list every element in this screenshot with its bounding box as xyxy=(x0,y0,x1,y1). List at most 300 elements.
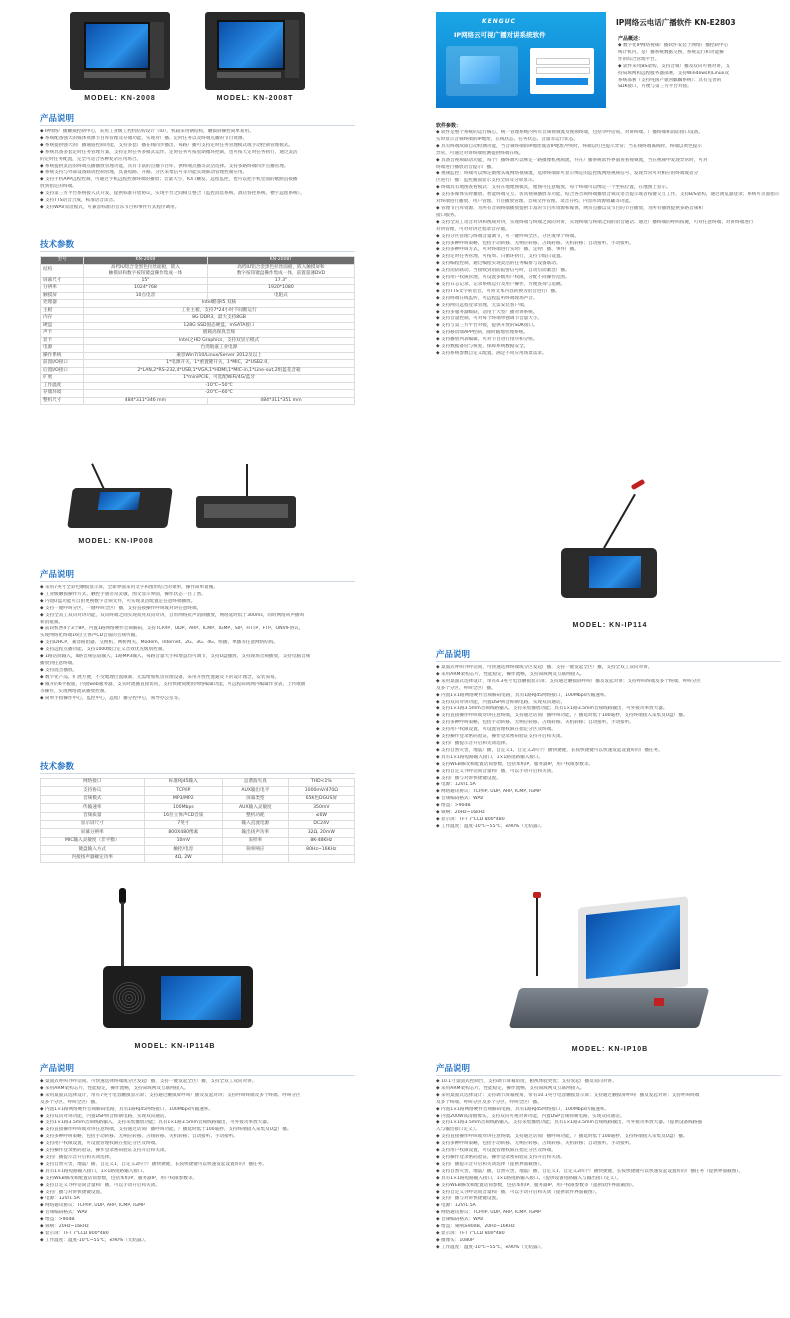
table-row xyxy=(41,315,355,323)
list-item: ◆ 支持WEB修改和配置话筒参数，包括本机IP，服务器IP，用户权限参数等。 xyxy=(436,761,594,767)
table-cell: 工作温度 xyxy=(41,382,84,390)
list-item: ◆ 支持多种呼叫策略，包括手动转移、无响应转移、占线转移、关机转移；自动接听、手动接听。 xyxy=(436,720,634,726)
table-cell: 1920*1080 xyxy=(207,285,354,293)
table-cell: -20℃~60℃ xyxy=(84,390,355,398)
list-item: ◆ 采用桌面式选择设计；支持调节屏幕视角，带有10.1英寸电容触摸显示屏；支持通过触摸屏呼叫广播及发起对讲；支持呼叫终端 xyxy=(436,1092,700,1098)
model-kn-ip008: MODEL: KN-IP008 xyxy=(78,538,154,545)
software-title: IP网络云电话广播软件 KN-E2803 xyxy=(616,18,736,27)
list-item: ◆ 增益：>90dB xyxy=(40,1217,75,1223)
list-item: 实现网络化终端16位立体声CD音质的音频传输。 xyxy=(40,633,140,639)
list-item: ◆ 支持广播与对讲快捷键设置。 xyxy=(40,1189,105,1195)
list-item: 实时显示音频终端的IP地址、在线状态、任务状态、音量等运行状态。 xyxy=(436,136,578,142)
list-item: ◆ 支持全双工双向对讲功能，双向终端之间实现高亮双向对讲，自带网络抗声消除播放，网络延时低于300ms，同时网络回声播叫 xyxy=(40,612,305,618)
list-item: 及多个终端、呼叫分区及多个分区、呼叫全区广播。 xyxy=(436,1099,542,1105)
table-cell xyxy=(223,854,288,862)
ip10b-screen-frame xyxy=(578,896,688,998)
spec-title: 技术参数 xyxy=(40,240,75,250)
ip114-mic-stem xyxy=(603,494,636,549)
list-item: 及多个分区、呼叫全区广播。 xyxy=(40,1099,100,1105)
list-item: ◆ 内置1×1路网络硬件音频解码电路，具有1路RJ45网络接口，100Mbps传输速率。 xyxy=(436,692,609,698)
list-item: ◆ 支持手机APP远程控制，可通过手机远程控制终端的播放；音量大小，IO口触发、远程监控，也可以把手机里面的歌曲直接播 xyxy=(40,177,298,183)
table-cell: 128G SSD固态硬盘，mSATA接口 xyxy=(84,322,355,330)
list-item: ◆ 采用桌面式选择设计，带有7英寸电容触摸显示屏；支持通过触摸屏呼叫广播及发起对讲；支持呼叫终端及多个终端、呼叫分区 xyxy=(40,1092,301,1098)
list-item: ◆ 网络通讯协议：TCP/IP, UDP, ARP, ICMP, IGMP xyxy=(40,1203,145,1209)
list-item: ◆ 支持用户权限设置，可设置管理权限在指定分区及终端。 xyxy=(436,1148,556,1154)
list-item: ◆ 具有1×1路短路输入接口，1×1路短路输入接口。（提供设备短路输入与输出接口定义）。 xyxy=(436,1175,622,1181)
list-item: ◆ 支持系统参数自定义配置，满足不同应用场景需求。 xyxy=(436,351,547,356)
list-item: ◆ IP网络广播触摸控制中心，采用工业级工控机结构设计（IU），机箱采用钢结构，触摸屏操控简单易用。 xyxy=(40,129,254,134)
table-cell: 屏幕分辨率 xyxy=(41,829,145,837)
ip10b-mic-stem xyxy=(536,896,538,976)
list-item: ◆ 支持多种呼叫策略，包括手动转移、无响应转移、占线转移、关机转移；自动接听、手动接听。 xyxy=(40,1134,238,1140)
table-cell: 10点电容 xyxy=(84,292,208,300)
list-item: ◆ 频响：20Hz~16kHz xyxy=(436,810,485,816)
ip008-spec-section xyxy=(40,760,355,863)
table-cell: 7英寸 xyxy=(144,820,223,828)
table-row xyxy=(41,390,355,398)
ip10b-desc-title: 产品说明 xyxy=(436,1064,471,1074)
list-item: ◆ 采用7英寸全彩色触摸显示屏，全新界面采用文字和图形结合的菜单，操作简单易懂。 xyxy=(40,585,218,590)
table-row xyxy=(41,352,355,360)
list-item: ◆ 管理节目库资源，为所有音频终端播放提供丰富的节目库资源和媒体，网页点播以及节目的节目播放，为所有播放提供多路音频和 xyxy=(436,205,703,211)
ip114b-screen xyxy=(161,976,241,1020)
list-item: 入与输出接口定义）。 xyxy=(436,1127,480,1133)
table-cell: 分辨率 xyxy=(41,285,84,293)
ip114b-desc-title: 产品说明 xyxy=(40,1064,75,1074)
table-cell: 采样率 xyxy=(223,837,288,845)
kn-ip114-image xyxy=(555,478,665,608)
list-item: ◆ 支持直接操作呼叫或对讲任意终端，支持通过话筒广播呼叫功能，广播延时低于100毫秒，支持终端接入采集及U盘广播。 xyxy=(40,1127,292,1133)
table-cell: 整机尺寸 xyxy=(41,397,84,405)
list-item: ◆ 音频编码格式：WAV xyxy=(436,796,484,802)
list-item: ◆ 电源：12V/1.5A xyxy=(40,1196,80,1202)
table-cell: 声卡 xyxy=(41,330,84,338)
kn2008t-keypad xyxy=(285,20,299,78)
table-row xyxy=(41,367,355,375)
ip008-desc-section xyxy=(40,568,355,702)
table-row xyxy=(41,787,355,795)
table-cell: 484*311*351 mm xyxy=(207,397,354,405)
list-item: ◆ 工业级触摸操作方式，触控手感非常灵敏，图文显示界面，操作状态一目了然。 xyxy=(40,591,206,597)
list-item: ◆ 支持双向对讲功能，内置DSP回音抑制电路，实现双向通话。 xyxy=(436,699,566,705)
table-cell: 支持协议 xyxy=(41,787,145,795)
kn2008-bottom-strip xyxy=(84,72,146,78)
table-cell: 显示屏尺寸 xyxy=(41,820,145,828)
list-item: ◆ 支持操作登录密码验证，操作登录密码验证支持开启和关闭。 xyxy=(436,1154,566,1160)
table-row xyxy=(41,846,355,854)
list-item: ◆ 具有1×1路短路输入接口，1×1路短路输入接口。 xyxy=(40,1168,148,1174)
section-divider xyxy=(40,125,355,126)
table-cell: 操作系统 xyxy=(41,352,84,360)
table-cell: 8G DDR3，最大支持8GB xyxy=(84,315,355,323)
list-item: ◆ 支持日志记录，记录系统运行及用户操作，方便查询与追溯。 xyxy=(436,281,566,287)
table-cell: 后置I/O接口 xyxy=(41,367,84,375)
table-row xyxy=(41,382,355,390)
ip10b-base xyxy=(509,988,710,1028)
banner-title: IP网络云可视广播对讲系统软件 xyxy=(454,31,546,39)
table-row xyxy=(41,345,355,353)
ip10b-red-button xyxy=(654,998,664,1006)
list-item: ◆ 数字化产品，扩展方便，不受地理位置限制，无需增加机房管理设备，采用开放性流通及下的设计理念，安装简易。 xyxy=(40,674,280,680)
list-item: ◆ 内置200W高清摄像头，支持双向可视对讲功能，内置DSP音频抑制电路，实现双向通话。 xyxy=(436,1113,625,1119)
list-item: ◆ 摄像头：1080P xyxy=(436,1237,474,1243)
list-item: 对讲管理，可对对讲过程录音存储。 xyxy=(436,226,510,232)
list-item: ◆ 内置U盘功能可自由更换数字音频文件，可实现灵活配置定任意终端播放。 xyxy=(40,598,196,604)
table-cell: 网络接口 xyxy=(41,779,145,787)
list-item: ◆ 支持多服务器级联，适用于大型广播对讲系统。 xyxy=(436,309,538,315)
spec-table xyxy=(40,256,355,405)
table-row xyxy=(41,820,355,828)
spec-section xyxy=(40,238,355,405)
list-item: ◆ 系统配备强大的媒体资源节目库管理及存储功能，实现对广播、定时任务以及终端点播的节目资源。 xyxy=(40,135,248,141)
list-item: ◆ 音频编码格式：WAV xyxy=(436,1217,484,1223)
list-item: ◆ 支持多媒体实时播放、智能终端交互、仿真视频播放等功能，结合各音频终端播放音频及语音提示或者按键交互工作，支持B/S架构，通过浏览器登录；系统可页面指示 xyxy=(436,192,780,198)
table-cell: 1000mV/470Ω xyxy=(288,787,354,795)
table-cell: 2*LAN,2*RS-232,4*USB,1*VGA,1*HDMI,1*MIC-in,1*Line-out,2组蓝花音箱 xyxy=(84,367,355,375)
ip10b-desc-list xyxy=(436,1079,781,1252)
table-cell: 键盘输入方式 xyxy=(41,846,145,854)
list-item: ◆ 网络通讯协议：TCP/IP, UDP, ARP, ICMP, IGMP xyxy=(436,1210,541,1216)
table-cell: 高档IU铝合金黑色拉丝面板，嵌入触摸屏和 数字按钮键盘操作集成一体，前置超薄DVD xyxy=(207,264,354,277)
list-item: ◆ 支持第三方平台系统接入式开发，提供标准开放协议，实现平台之间相互整合（监控消息系统、酒店客控系统、楼宇远程系统）。 xyxy=(40,191,305,197)
table-cell xyxy=(288,854,354,862)
list-item: 的定时任务配置，完全可适合各种复杂应用场合。 xyxy=(40,156,142,162)
table-cell: 17.3" xyxy=(207,277,354,285)
table-cell: 兼容Win7/10/Linux/Server 2012及以上 xyxy=(84,352,355,360)
table-row xyxy=(41,292,355,300)
kn2008-keypad xyxy=(150,22,164,78)
list-item: ◆ 支持TTS语音合成，标准语音读音。 xyxy=(40,198,118,204)
list-item: 及多个分区、呼叫全区广播。 xyxy=(436,685,496,691)
list-item: ◆ 内置1×1路网络硬件音频解码电路，具有1路RJ45网络接口，100Mbps传输速率。 xyxy=(436,1106,609,1112)
ip114-desc-title: 产品说明 xyxy=(436,650,471,660)
table-row xyxy=(41,330,355,338)
ip008-spec-title: 技术参数 xyxy=(40,762,75,772)
list-item: ◆ 支持WEB修改和配置话筒参数，包括本机IP，服务器IP，用户权限参数等（提供软件界面截图）。 xyxy=(436,1182,637,1188)
table-cell: THD<1% xyxy=(288,779,354,787)
list-item: ◆ 支持WAV双语模式，可兼容标准的音乐节目和事件方式程序调用。 xyxy=(40,204,180,210)
kn-ip114b-image xyxy=(95,880,255,1040)
list-item: ◆ 采用ARM架构芯片，性能稳定，操作流畅，支持简域网及互联网接入。 xyxy=(436,671,585,677)
list-item: ◆ 前段机匣4个3个8P，内置1路网络硬件音频解码，支持TCP/IP、UDP、ARP、ICMP、IGMP、SIP、HTTP、FTP、ONVIF协议， xyxy=(40,626,304,632)
ip114-desc-list xyxy=(436,665,781,831)
list-item: ◆ 支持一键呼叫分区，一键呼叫全区广播，支持直接操作呼叫或对讲任意终端。 xyxy=(40,605,202,611)
list-item: ◆ 采用ARM架构芯片，性能稳定，操作流畅，支持简域网及互联网接入。 xyxy=(436,1085,585,1091)
list-item: 对终端进行播放、用户管理、节目播放管理、音频文件管理、录音存档、内容库资源收藏等功能。 xyxy=(436,199,634,205)
list-item: SDK接口，方便与第三方平台对接。 xyxy=(618,84,692,90)
model-kn-ip114: MODEL: KN-IP114 xyxy=(572,622,648,629)
list-item: ◆ 显示屏：TFT 7"LCD 800*480 xyxy=(40,1230,109,1236)
section-divider xyxy=(40,251,355,252)
section-divider xyxy=(436,661,781,662)
table-cell: -10℃~50℃ xyxy=(84,382,355,390)
table-cell: 扩展 xyxy=(41,375,84,383)
list-item: ◆ 简单手指操作中心，监控中心，远程广播分控中心，领导办公室等。 xyxy=(40,695,183,701)
list-item: ◆ 支持1×1路3.5mm音频线路输入，支持采集播放功能；具有1×1路3.5mm音频线路输出，可外接功率放大器。 xyxy=(40,1120,272,1126)
product-desc-list xyxy=(40,129,355,212)
table-row xyxy=(41,375,355,383)
list-item: ◆ 支持直接操作呼叫或对讲任意终端，支持通过话筒广播呼叫功能，广播延时低于100毫秒，支持终端接入采集及U盘广播。 xyxy=(436,1134,688,1140)
table-row xyxy=(41,360,355,368)
table-cell: 触控/电容 xyxy=(144,846,223,854)
list-item: ◆ 视频监控：终端可以绑定摄像头或网络视频流，选择终端即可显示绑定的监控或网络视频信号，发现异常可对相应的终端或者分 xyxy=(436,171,699,177)
list-item: ◆ 音频编码格式：WAV xyxy=(40,1210,88,1216)
table-row xyxy=(41,264,355,277)
ip008-desc-title: 产品说明 xyxy=(40,570,75,580)
list-item: ◆ 支持TTS文字转语音，可将文本内容转换为语音进行广播。 xyxy=(436,288,560,294)
list-item: ◆ 频响：20Hz~16kHz xyxy=(40,1224,89,1230)
table-cell: AUX输入灵敏度 xyxy=(223,804,288,812)
ip10b-mic-tip xyxy=(533,892,541,898)
list-item: ◆ 网络通讯协议：TCP/IP, UDP, ARP, ICMP, IGMP xyxy=(436,789,541,795)
ip008-rear-ports xyxy=(204,504,288,518)
kn2008t-screen xyxy=(217,20,285,70)
login-field-pass xyxy=(536,67,590,74)
table-cell: 800X480像素 xyxy=(144,829,223,837)
table-cell: 工业主板，支持7*24小时不间断运行 xyxy=(84,307,355,315)
table-cell: 频率响应 xyxy=(223,846,288,854)
list-item: 终端进行播放语音提示广播。 xyxy=(436,164,496,170)
table-row xyxy=(41,277,355,285)
model-kn-ip114b: MODEL: KN-IP114B xyxy=(134,1043,216,1050)
table-cell: 4Ω, 2W xyxy=(144,854,223,862)
table-cell: 输入直流电源 xyxy=(223,820,288,828)
list-item: ◆ 具备音视频联动功能，每个广播终端可以绑定一路摄像机视频流，并在广播系统软件界面查看视频流，当在视频中发现异常时，可对 xyxy=(436,157,708,163)
table-cell: 台湾航嘉工业电源 xyxy=(84,345,355,353)
table-row xyxy=(41,397,355,405)
table-row xyxy=(41,285,355,293)
table-cell: 传输速率 xyxy=(41,804,145,812)
list-item: ◆ 系统提供强大的广播通道控制功能，支持多套广播在线同步播出，每路广播可支持定时任务管理模式或手动控制管理模式。 xyxy=(40,142,294,148)
table-cell: 1*电源开关，1*重置键开关，1*MIC，2*USB2.0， xyxy=(84,360,355,368)
table-cell: 屏幕类型 xyxy=(223,795,288,803)
list-item: ◆ 增益：>90dB xyxy=(436,803,471,809)
table-cell: 16位立体声CD音质 xyxy=(144,812,223,820)
table-cell: 音频模式 xyxy=(41,795,145,803)
login-button xyxy=(536,78,588,85)
table-header-cell: KN-2008 xyxy=(84,257,208,265)
list-item: ◆ 内置1×1路网络硬件音频解码电路，具有1路RJ45网络接口，100Mbps传输速率。 xyxy=(40,1106,213,1112)
section-divider xyxy=(436,1075,781,1076)
ip114-screen xyxy=(589,556,641,588)
list-item: ◆ 采用桌面式选择设计，带有4.3英寸电容触摸显示屏；支持通过触摸屏呼叫广播及发起对讲；支持呼叫终端及多个终端、呼叫分区 xyxy=(436,678,701,684)
banner-logo: KENGUC xyxy=(482,18,516,25)
kn-ip008-image xyxy=(66,458,306,538)
table-cell: 存储环境 xyxy=(41,390,84,398)
list-item: ◆ 敞开的6平板面，内置web服务器，支实时流播直接访问，支持快捷筒便的网络编辑功能，可远程局域网内编辑作业表，上传歌曲 xyxy=(40,681,306,687)
table-cell: 前置I/O接口 xyxy=(41,360,84,368)
table-cell: AUX输出电平 xyxy=(223,787,288,795)
table-cell: TCP/IP xyxy=(144,787,223,795)
table-row xyxy=(41,307,355,315)
table-row xyxy=(41,854,355,862)
list-item: ◆ 支持远程点播功能，支持1000级自定义音效优先级别控制。 xyxy=(40,647,167,653)
list-item: ◆ 支持定时任务管理，可按周、日循环执行，支持节假日设置。 xyxy=(436,254,566,260)
list-item: 和消抵制。 xyxy=(40,619,63,625)
table-row xyxy=(41,804,355,812)
product-desc-section xyxy=(40,112,355,212)
table-cell: 15" xyxy=(84,277,208,285)
section-divider xyxy=(40,1075,355,1076)
list-item: 播放到任意终端。 xyxy=(40,660,77,666)
list-item: ◆ 支持WEB修改和配置话筒参数，包括本机IP，服务器IP，用户权限参数等。 xyxy=(40,1175,198,1181)
section-divider xyxy=(40,581,355,582)
table-cell: 1024*768 xyxy=(84,285,208,293)
table-cell: 484*311*346 mm xyxy=(84,397,208,405)
list-item: ◆ 支持多种呼叫策略，包括手动转移、无响应转移、占线转移、关机转移；自动接听、手动接听。 xyxy=(436,1141,634,1147)
list-item: ◆ 支持广播与对讲快捷键设置。 xyxy=(436,775,501,781)
ip008-spec-table xyxy=(40,778,355,863)
table-cell: 触摸屏 xyxy=(41,292,84,300)
list-item: ◆ 显示屏：TFT 7"LCD 800*480 xyxy=(436,1230,505,1236)
list-item: ◆ 支持1×1路3.5mm音频线路输入，支持采集播放功能；具有1×1路3.5mm音频线路输出，可外接功率放大器。 xyxy=(436,706,668,712)
ip10b-desc-section xyxy=(436,1062,781,1252)
list-item: 异常，可通过对讲终端检测提供终端在线。 xyxy=(436,150,524,156)
list-item: ◆ 支持自然灾害，地震广播，自定义1，自定义2四个广播快捷键，长按快捷键可以快速发起设置好的广播任务。 xyxy=(436,747,663,753)
model-kn-ip10b: MODEL: KN-IP10B xyxy=(571,1046,649,1053)
list-item: ◆ 支持自然灾害，地震广播，自然灾害，地震广播，自定义1，自定义2四个广播快捷键，长按快捷键可以快速发起设置好的广播任务（提供界面截图）。 xyxy=(436,1168,744,1174)
table-row xyxy=(41,795,355,803)
ip008-console-2 xyxy=(196,496,296,528)
list-item: ◆ 支持终端在线监听，可远程监听终端现场声音。 xyxy=(436,295,538,301)
list-item: ◆ 软件采用BS架构，支持音频广播及双向可视对讲，支 xyxy=(618,63,731,69)
list-item: ◆ 工作温度：温度-10℃~55℃，≤90%（无结露）。 xyxy=(40,1237,149,1243)
login-field-user xyxy=(536,58,590,65)
table-row xyxy=(41,812,355,820)
table-cell: 内存 xyxy=(41,315,84,323)
table-cell: 80Hz~16KHz xyxy=(288,846,354,854)
ip008-console-1 xyxy=(67,488,173,528)
table-row xyxy=(41,300,355,308)
model-kn2008t: MODEL: KN-2008T xyxy=(216,95,294,102)
banner-illustration xyxy=(460,56,500,84)
list-item: ◆ 1路话筒输入，4路音频信道输入，1路MP3输入，每路音量大小和增益均可调节，支持U盘播放，支持现场音频播放，支持电脑音频 xyxy=(40,654,311,660)
list-item: ◆ 软件是整个系统的运行核心，统一管理系统内所有音频视频流及视频终端，包括寻呼话筒、对讲终端、广播终端和消防接口设备。 xyxy=(436,130,703,135)
list-item: ◆ 支持DHCP，兼容路由器、交换机、网桥网关、Modem、Internet、2G、3G、4G、组播、单播等任意网络结构。 xyxy=(40,640,279,646)
ip008-desc-list xyxy=(40,585,355,702)
list-item: ◆ 支持多种呼叫方式，可对终端进行实时广播、定时广播、事件广播。 xyxy=(436,247,579,253)
list-item: 统计机内，是广播系统数据交换，系统运行和功能操 xyxy=(618,49,724,55)
ip114-base xyxy=(561,548,657,598)
list-item: ◆ 支持双向对讲功能，内置DSP回音抑制电路，实现双向通话。 xyxy=(40,1113,170,1119)
list-item: ◆ 支持广播提示音开启和关闭选择。 xyxy=(436,740,510,746)
list-item: 等操作，实现网络流试播放控制。 xyxy=(40,688,109,694)
list-item: ◆ 支持编程控制，通过编程实现灵活的任务编排与设备联动。 xyxy=(436,261,561,267)
table-cell: 65K色DGUS屏 xyxy=(288,795,354,803)
banner-login-box xyxy=(530,48,594,94)
section-divider xyxy=(40,773,355,774)
table-cell: 电源 xyxy=(41,345,84,353)
table-row xyxy=(41,837,355,845)
table-cell: 标准RJ45输入 xyxy=(144,779,223,787)
table-header-cell: KN-2008T xyxy=(207,257,354,265)
ip008-mic-2 xyxy=(246,464,248,498)
list-item: ◆ 显示屏：TFT 7"LCD 800*480 xyxy=(436,816,505,822)
table-cell: MP3/MP2 xyxy=(144,795,223,803)
list-item: ◆ 支持自定义寻呼话筒音量和广播，可以手动开启和关闭（提供软件界面截图）。 xyxy=(436,1189,600,1195)
table-cell: 板载高保真音频 xyxy=(84,330,355,338)
table-cell: 内接扬声器额定功率 xyxy=(41,854,145,862)
list-item: 区进行广播：监控画面显示支持全屏及分屏显示。 xyxy=(436,178,538,184)
list-item: ◆ 支持广播提示音开启和关闭选择。 xyxy=(40,1154,114,1160)
list-item: ◆ 支持全双工语音对讲和视频对讲，实现终端与终端之间的对讲，实现终端与终端之间的语音通话；通过广播终端的呼叫按键，可对任意终端、对讲终端进行 xyxy=(436,219,754,225)
list-item: ◆ 工作温度：温度-10℃~55℃，≤90%（无结露）。 xyxy=(436,1244,545,1250)
list-item: ◆ 支持多种呼叫策略，包括手动转移、无响应转移、占线转移、关机转移；自动接听、手动接听。 xyxy=(436,240,634,246)
table-cell: 32Ω, 20mW xyxy=(288,829,354,837)
table-row xyxy=(41,779,355,787)
table-cell: 1*miniPCIE，可选配WiFi/4G/蓝牙 xyxy=(84,375,355,383)
list-item: ◆ 终端具有地图查看模式：支持在地地图模式，地图可任意缩放，每个终端可以绑定一个坐标位置，在地图上显示。 xyxy=(436,185,671,191)
table-cell: Intel之HD Graphics，支持双显示模式 xyxy=(84,337,355,345)
list-item: 放到指定的终端。 xyxy=(40,184,77,190)
list-item: ◆ 支持1×1路3.5mm音频线路输入，支持采集播放功能；具有1×1路3.5mm音频线路输出，可外接功率放大器。（提供设备线路插 xyxy=(436,1120,702,1126)
table-cell: 8K-48KHz xyxy=(288,837,354,845)
table-cell: 硬盘 xyxy=(41,322,84,330)
list-item: 持局域网和远程服务器部署，支持Windows和Linux双 xyxy=(618,70,729,76)
table-cell: 结构 xyxy=(41,264,84,277)
list-item: ◆ 支持播放列表编辑，可对节目进行排序和分组。 xyxy=(436,337,538,343)
banner-left-panel xyxy=(446,46,518,96)
model-kn2008: MODEL: KN-2008 xyxy=(84,95,156,102)
table-cell: 显卡 xyxy=(41,337,84,345)
list-item: ◆ 支持用户权限设置，可设置管理权限在指定分区及终端。 xyxy=(40,1141,160,1147)
list-item: ◆ 具有1×1路短路输入接口，1×1路短路输入接口。 xyxy=(436,754,544,760)
list-item: ◆ 支持自定义寻呼话筒音量和广播，可以手动开启和关闭。 xyxy=(40,1182,160,1188)
table-cell: 总谐波失真 xyxy=(223,779,288,787)
table-cell: 整机功耗 xyxy=(223,812,288,820)
params-label: 软件参数： xyxy=(436,123,462,129)
list-item: ◆ 系统提供灵活的终端点播播放管理功能，具有丰富的点播节目库，供终端点播等灵活选择。支持多路终端同步点播管理。 xyxy=(40,163,289,169)
overview-label: 产品概述： xyxy=(618,36,644,42)
list-item: 作的综合管理平台。 xyxy=(618,56,660,62)
list-item: ◆ 电源：12V/1.5A xyxy=(436,782,476,788)
list-item: ◆ 支持操作登录密码验证，操作登录密码验证支持开启和关闭。 xyxy=(436,734,566,740)
product-desc-title: 产品说明 xyxy=(40,114,75,124)
list-item: ◆ 支持自然灾害，地震广播，自定义1，自定义2四个广播快捷键，长按快捷键可以快速发起设置好的广播任务。 xyxy=(40,1161,267,1167)
list-item: ◆ 系统具备多套定时任务管理方案，支持定时任务多模式运作，定时任务可按星期循环控制，也可按天定时任务执行，通过灵活 xyxy=(40,149,298,155)
list-item: ◆ 支持数据备份与恢复，保障系统数据安全。 xyxy=(436,344,529,350)
ip114b-mic-stem xyxy=(121,902,124,972)
list-item: ◆ 具有终端故障自动检测功能，当音频终端的IP地址或者IP地址冲突时，终端以红色提示异常；当在线终端离线时，终端以黄色提示 xyxy=(436,143,702,149)
table-cell: 10mV xyxy=(144,837,223,845)
list-item: 接口服务。 xyxy=(436,212,459,218)
table-cell: 100Mbps xyxy=(144,804,223,812)
ip114b-desc-list xyxy=(40,1079,355,1245)
table-row xyxy=(41,322,355,330)
table-cell: 350mV xyxy=(288,804,354,812)
list-item: ◆ 支持分区管理与终端音量调节，可一键呼叫全区、分区或单个终端。 xyxy=(436,233,579,239)
list-item: ◆ 系统支持与外部设备联动控制管理，具备短路、开路、分区采集信号等功能实现联动管理控制应用。 xyxy=(40,170,248,176)
list-item: ◆ 数字化IP网络视频广播软件安装于网络广播控制中心 xyxy=(618,43,729,48)
ip008-screen xyxy=(98,492,141,510)
list-item: ◆ 工作温度：温度-10℃~55℃，≤90%（无结露）。 xyxy=(436,823,545,829)
table-cell: 高档IU铝合金黑色拉丝面板，嵌入 触摸屏和数字按钮键盘操作集成一体 xyxy=(84,264,208,277)
table-cell: 输出扬声功率 xyxy=(223,829,288,837)
table-cell: Intel酷睿I5 双核 xyxy=(84,300,355,308)
kn2008-image xyxy=(70,12,170,90)
table-cell: DC24V xyxy=(288,820,354,828)
list-item: ◆ 电源：12V/1.5A xyxy=(436,1203,476,1209)
kn-ip10b-image xyxy=(508,888,708,1048)
kn2008t-dvd xyxy=(217,72,281,78)
list-item: ◆ 支持用户权限设置，可设置管理权限在指定分区及终端。 xyxy=(436,727,556,733)
software-banner xyxy=(436,12,606,108)
list-item: ◆ 支持直接操作呼叫或对讲任意终端，支持通过话筒广播呼叫功能，广播延时低于100毫秒，支持终端接入采集及U盘广播。 xyxy=(436,713,688,719)
ip114-mic-tip xyxy=(631,479,646,490)
ip114b-desc-section xyxy=(40,1062,355,1245)
list-item: ◆ 支持与第三方平台对接，提供开放的SDK接口。 xyxy=(436,323,538,329)
list-item: ◆ 支持消防联动，当接收到消防报警信号时，自动启动紧急广播。 xyxy=(436,268,570,274)
